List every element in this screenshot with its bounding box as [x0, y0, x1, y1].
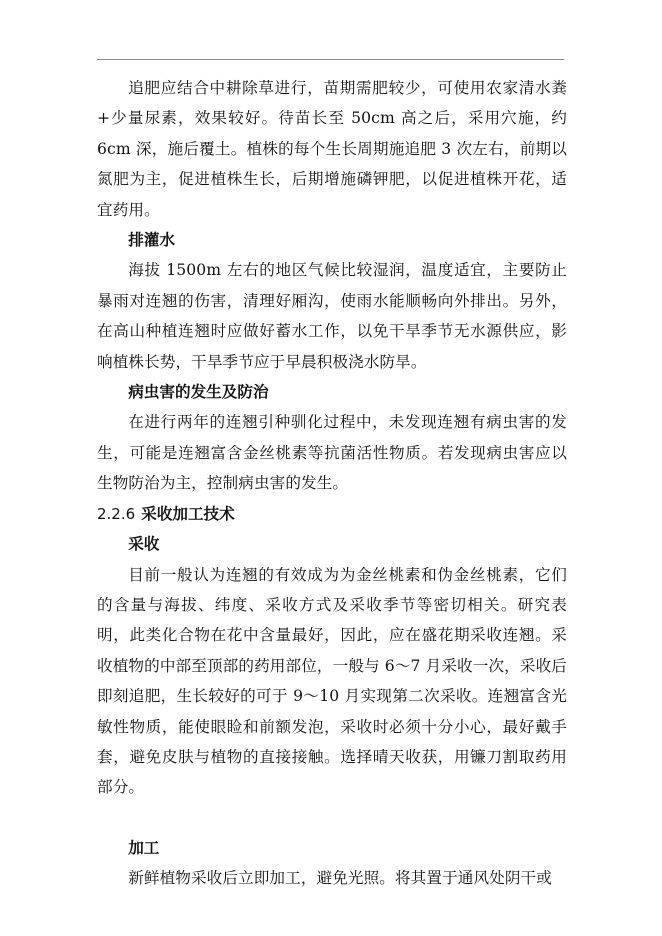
- pest-paragraph: 在进行两年的连翘引种驯化过程中，未发现连翘有病虫害的发生，可能是连翘富含金丝桃素等抗菌活性物质。若发现病虫害应以生物防治为主，控制病虫害的发生。: [97, 413, 567, 493]
- processing-paragraph: 新鲜植物采收后立即加工，避免光照。将其置于通风处阴干或: [128, 869, 552, 888]
- fertilize-paragraph: 追肥应结合中耕除草进行，苗期需肥较少，可使用农家清水粪+少量尿素，效果较好。待苗长至 50cm 高之后，采用穴施，约 6cm 深，施后覆土。植株的每个生长周期施追肥 3 次左右，前期以氮肥为主，促进植株生长，后期增施磷钾肥，以促进植株开花，适宜药用。: [97, 79, 567, 219]
- harvest-paragraph: 目前一般认为连翘的有效成为为金丝桃素和伪金丝桃素，它们的含量与海拔、纬度、采收方式及采收季节等密切相关。研究表明，此类化合物在花中含量最好，因此，应在盛花期采收连翘。采收植物的中部至顶部的药用部位，一般与 6～7 月采收一次，采收后即刻追肥，生长较好的可于 9～10 月实现第二次采收。连翘富含光敏性物质，能使眼睑和前额发泡，采收时必须十分小心，最好戴手套，避免皮肤与植物的直接接触。选择晴天收获，用镰刀割取药用部分。: [97, 565, 567, 797]
- section-heading: [97, 499, 567, 529]
- section-number: 2.2.6: [97, 504, 136, 523]
- irrigation-paragraph: 海拔 1500m 左右的地区气候比较湿润，温度适宜，主要防止暴雨对连翘的伤害，清理好厢沟，使雨水能顺畅向外排出。另外，在高山种植连翘时应做好蓄水工作，以免干旱季节无水源供应，影响植株长势，干旱季节应于早晨积极浇水防旱。: [97, 261, 567, 371]
- irrigation-heading: 排灌水: [128, 230, 175, 250]
- document-body: [97, 73, 567, 894]
- blank-line: [97, 803, 567, 833]
- pest-heading: 病虫害的发生及防治: [128, 382, 269, 402]
- header-rule: [97, 59, 564, 60]
- harvest-heading: 采收: [128, 534, 160, 554]
- section-title: 采收加工技术: [141, 503, 235, 523]
- processing-heading: 加工: [128, 837, 160, 857]
